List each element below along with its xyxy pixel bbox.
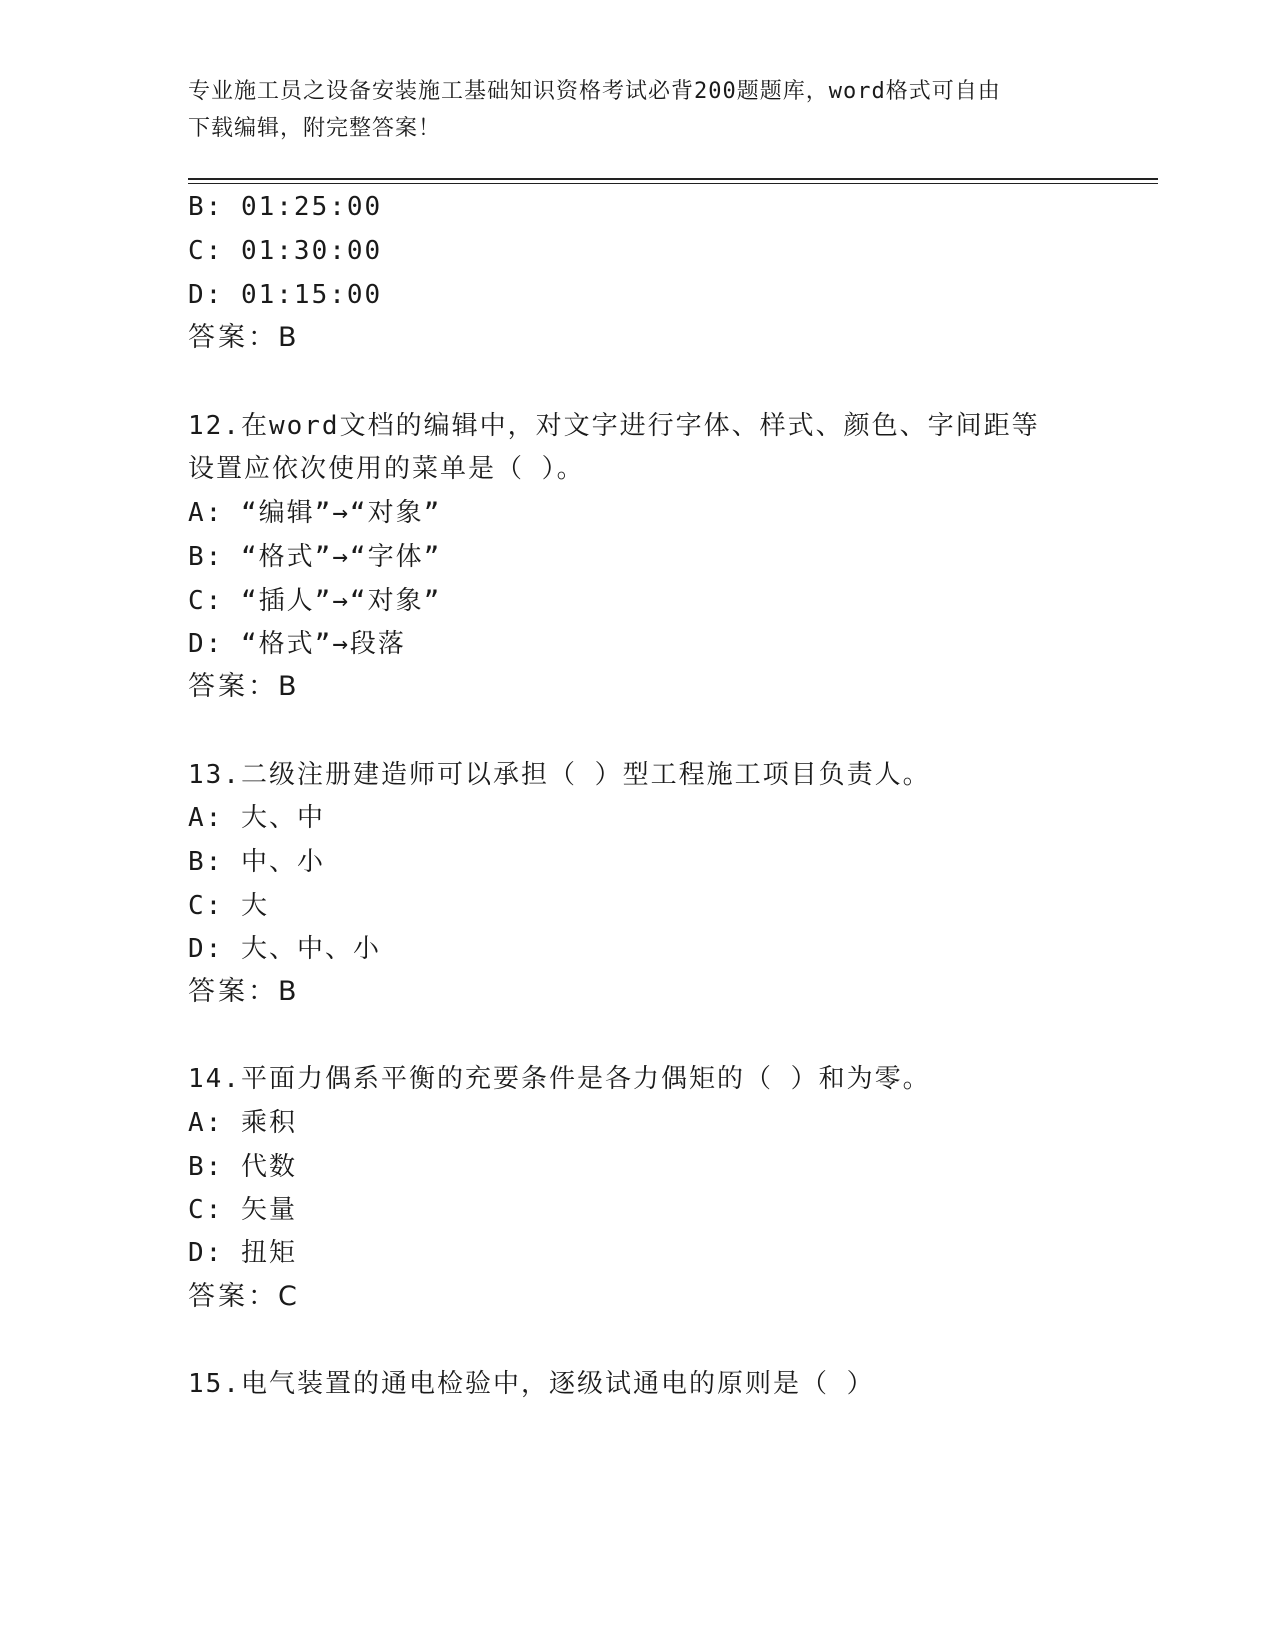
question-14-option-a: A: 乘积	[188, 1108, 297, 1138]
document-header	[188, 73, 1068, 147]
question-13-option-c: C: 大	[188, 891, 269, 921]
question-14-answer: 答案：C	[188, 1281, 300, 1312]
question-14-option-c: C: 矢量	[188, 1195, 297, 1225]
question-14-option-d: D: 扭矩	[188, 1238, 297, 1268]
question-12-option-d: D: “格式”→段落	[188, 629, 406, 659]
header-title-line-2: 下载编辑，附完整答案！	[188, 116, 442, 141]
header-divider-thick	[188, 178, 1158, 180]
question-15-stem: 15.电气装置的通电检验中，逐级试通电的原则是（ ）	[188, 1369, 875, 1399]
question-11-option-c: C: 01:30:00	[188, 236, 383, 266]
question-12-stem-line-2: 设置应依次使用的菜单是（ ）。	[188, 454, 585, 484]
header-divider-thin	[188, 183, 1158, 184]
question-12-option-a: A: “编辑”→“对象”	[188, 498, 442, 528]
question-14-stem: 14.平面力偶系平衡的充要条件是各力偶矩的（ ）和为零。	[188, 1064, 931, 1094]
question-13-stem: 13.二级注册建造师可以承担（ ）型工程施工项目负责人。	[188, 760, 931, 790]
question-12-option-c: C: “插人”→“对象”	[188, 586, 442, 616]
question-11-option-b: B: 01:25:00	[188, 192, 383, 222]
question-13-option-b: B: 中、小	[188, 847, 325, 877]
header-title-line-1: 专业施工员之设备安装施工基础知识资格考试必背200题题库，word格式可自由	[188, 79, 1001, 104]
question-14-option-b: B: 代数	[188, 1152, 297, 1182]
question-12-answer: 答案：B	[188, 671, 300, 702]
question-11-answer: 答案：B	[188, 322, 300, 353]
question-11-option-d: D: 01:15:00	[188, 280, 383, 310]
question-12-option-b: B: “格式”→“字体”	[188, 542, 442, 572]
question-13-option-d: D: 大、中、小	[188, 934, 381, 964]
question-13-answer: 答案：B	[188, 976, 300, 1007]
question-12-stem-line-1: 12.在word文档的编辑中，对文字进行字体、样式、颜色、字间距等	[188, 411, 1040, 441]
question-13-option-a: A: 大、中	[188, 803, 325, 833]
